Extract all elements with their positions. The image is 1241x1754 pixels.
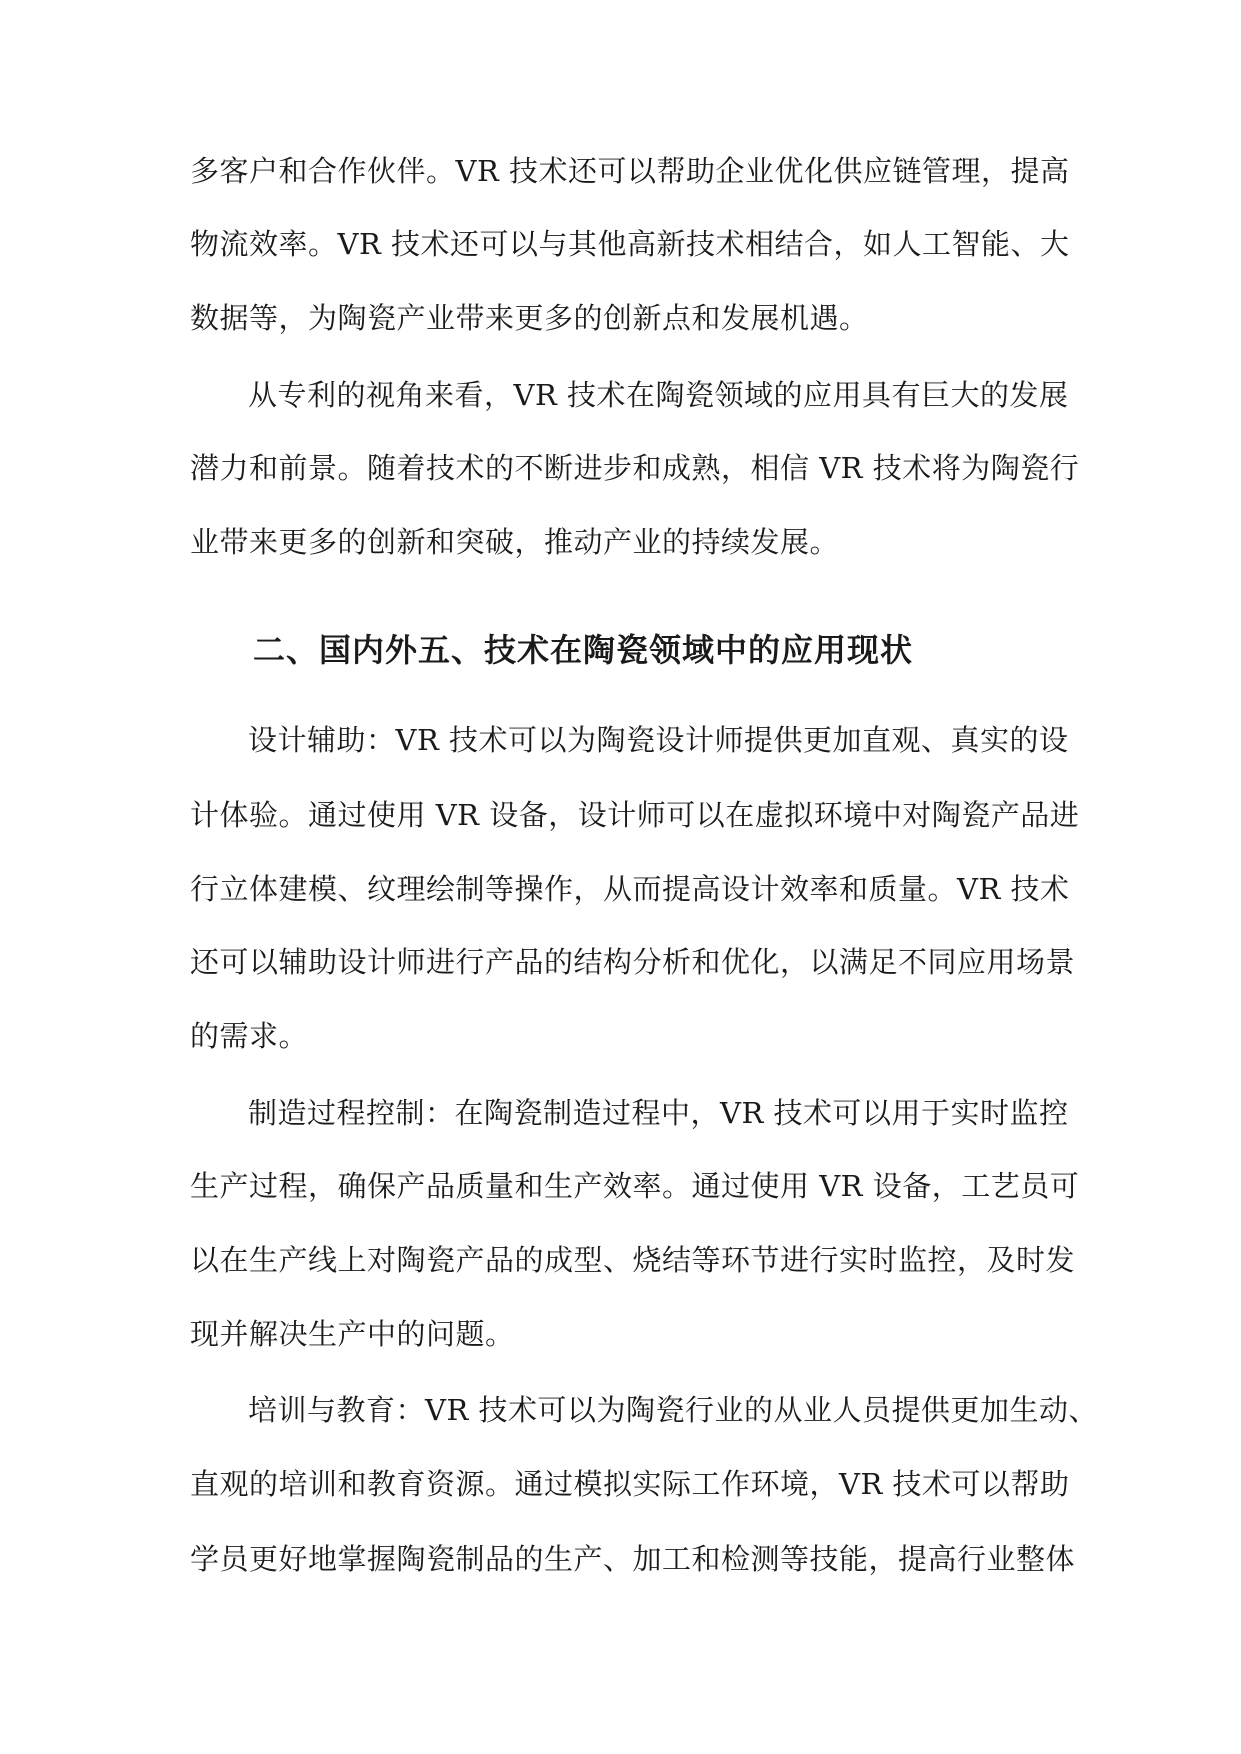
paragraph-1-line-1: 多客户和合作伙伴。VR 技术还可以帮助企业优化供应链管理，提高 [190, 154, 1070, 188]
section-paragraph-1-line-5: 的需求。 [190, 1019, 309, 1053]
section-paragraph-2-line-1: 制造过程控制：在陶瓷制造过程中，VR 技术可以用于实时监控 [248, 1096, 1069, 1130]
section-paragraph-3-line-2: 直观的培训和教育资源。通过模拟实际工作环境，VR 技术可以帮助 [190, 1467, 1070, 1501]
section-paragraph-2-line-4: 现并解决生产中的问题。 [190, 1317, 515, 1351]
paragraph-2-line-1: 从专利的视角来看，VR 技术在陶瓷领域的应用具有巨大的发展 [248, 378, 1069, 412]
section-paragraph-1-line-1: 设计辅助：VR 技术可以为陶瓷设计师提供更加直观、真实的设 [248, 723, 1069, 757]
section-paragraph-3-line-1: 培训与教育：VR 技术可以为陶瓷行业的从业人员提供更加生动、 [248, 1393, 1098, 1427]
section-paragraph-2-line-2: 生产过程，确保产品质量和生产效率。通过使用 VR 设备，工艺员可 [190, 1169, 1080, 1203]
section-paragraph-1-line-3: 行立体建模、纹理绘制等操作，从而提高设计效率和质量。VR 技术 [190, 872, 1070, 906]
section-paragraph-1-line-4: 还可以辅助设计师进行产品的结构分析和优化，以满足不同应用场景 [190, 945, 1076, 979]
section-heading: 二、国内外五、技术在陶瓷领域中的应用现状 [253, 631, 914, 669]
paragraph-2-line-3: 业带来更多的创新和突破，推动产业的持续发展。 [190, 525, 840, 559]
section-paragraph-3-line-3: 学员更好地掌握陶瓷制品的生产、加工和检测等技能，提高行业整体 [190, 1542, 1076, 1576]
paragraph-1-line-2: 物流效率。VR 技术还可以与其他高新技术相结合，如人工智能、大 [190, 227, 1070, 261]
section-paragraph-1-line-2: 计体验。通过使用 VR 设备，设计师可以在虚拟环境中对陶瓷产品进 [190, 798, 1080, 832]
section-paragraph-2-line-3: 以在生产线上对陶瓷产品的成型、烧结等环节进行实时监控，及时发 [190, 1243, 1076, 1277]
paragraph-1-line-3: 数据等，为陶瓷产业带来更多的创新点和发展机遇。 [190, 301, 869, 335]
paragraph-2-line-2: 潜力和前景。随着技术的不断进步和成熟，相信 VR 技术将为陶瓷行 [190, 451, 1080, 485]
